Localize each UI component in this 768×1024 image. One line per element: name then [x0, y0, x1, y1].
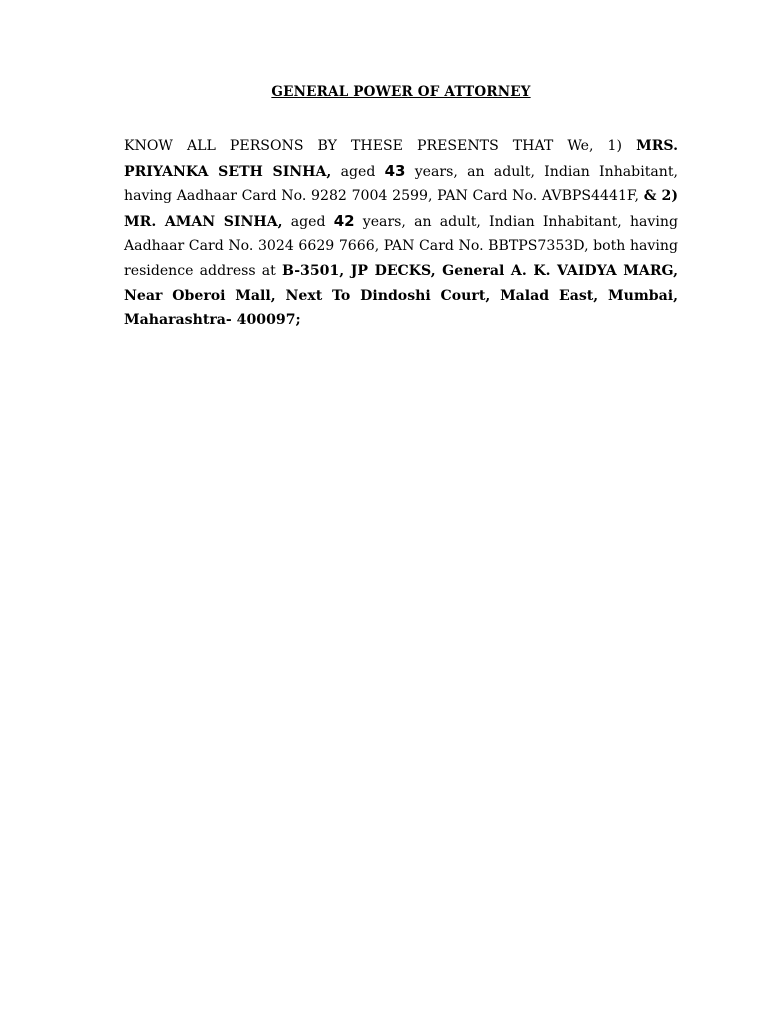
body-paragraph — [124, 134, 678, 333]
para-segment-second-party-name: & 2) MR. AMAN SINHA, — [124, 188, 679, 230]
document-title: GENERAL POWER OF ATTORNEY — [271, 84, 531, 100]
para-segment-second-party-age: 42 — [333, 211, 355, 230]
para-segment: aged — [282, 213, 334, 230]
para-segment: aged — [331, 163, 385, 180]
para-segment-first-party-age: 43 — [384, 161, 406, 180]
para-segment-residence-address: B-3501, JP DECKS, General A. K. VAIDYA MARG, Near Oberoi Mall, Next To Dindoshi Court, Malad East, Mumbai, Maharashtra- 400097; — [124, 262, 678, 329]
para-segment: years, an adult, Indian Inhabitant, having Aadhaar Card No. 3024 6629 7666, PAN Card No. BBTPS7353D, both having residence address at — [124, 213, 679, 279]
para-segment: KNOW ALL PERSONS BY THESE PRESENTS THAT We, 1) — [124, 138, 637, 154]
para-segment-first-party-name: MRS. PRIYANKA SETH SINHA, — [124, 138, 678, 180]
para-segment: years, an adult, Indian Inhabitant, having Aadhaar Card No. 9282 7004 2599, PAN Card No. AVBPS4441F, — [124, 163, 678, 205]
